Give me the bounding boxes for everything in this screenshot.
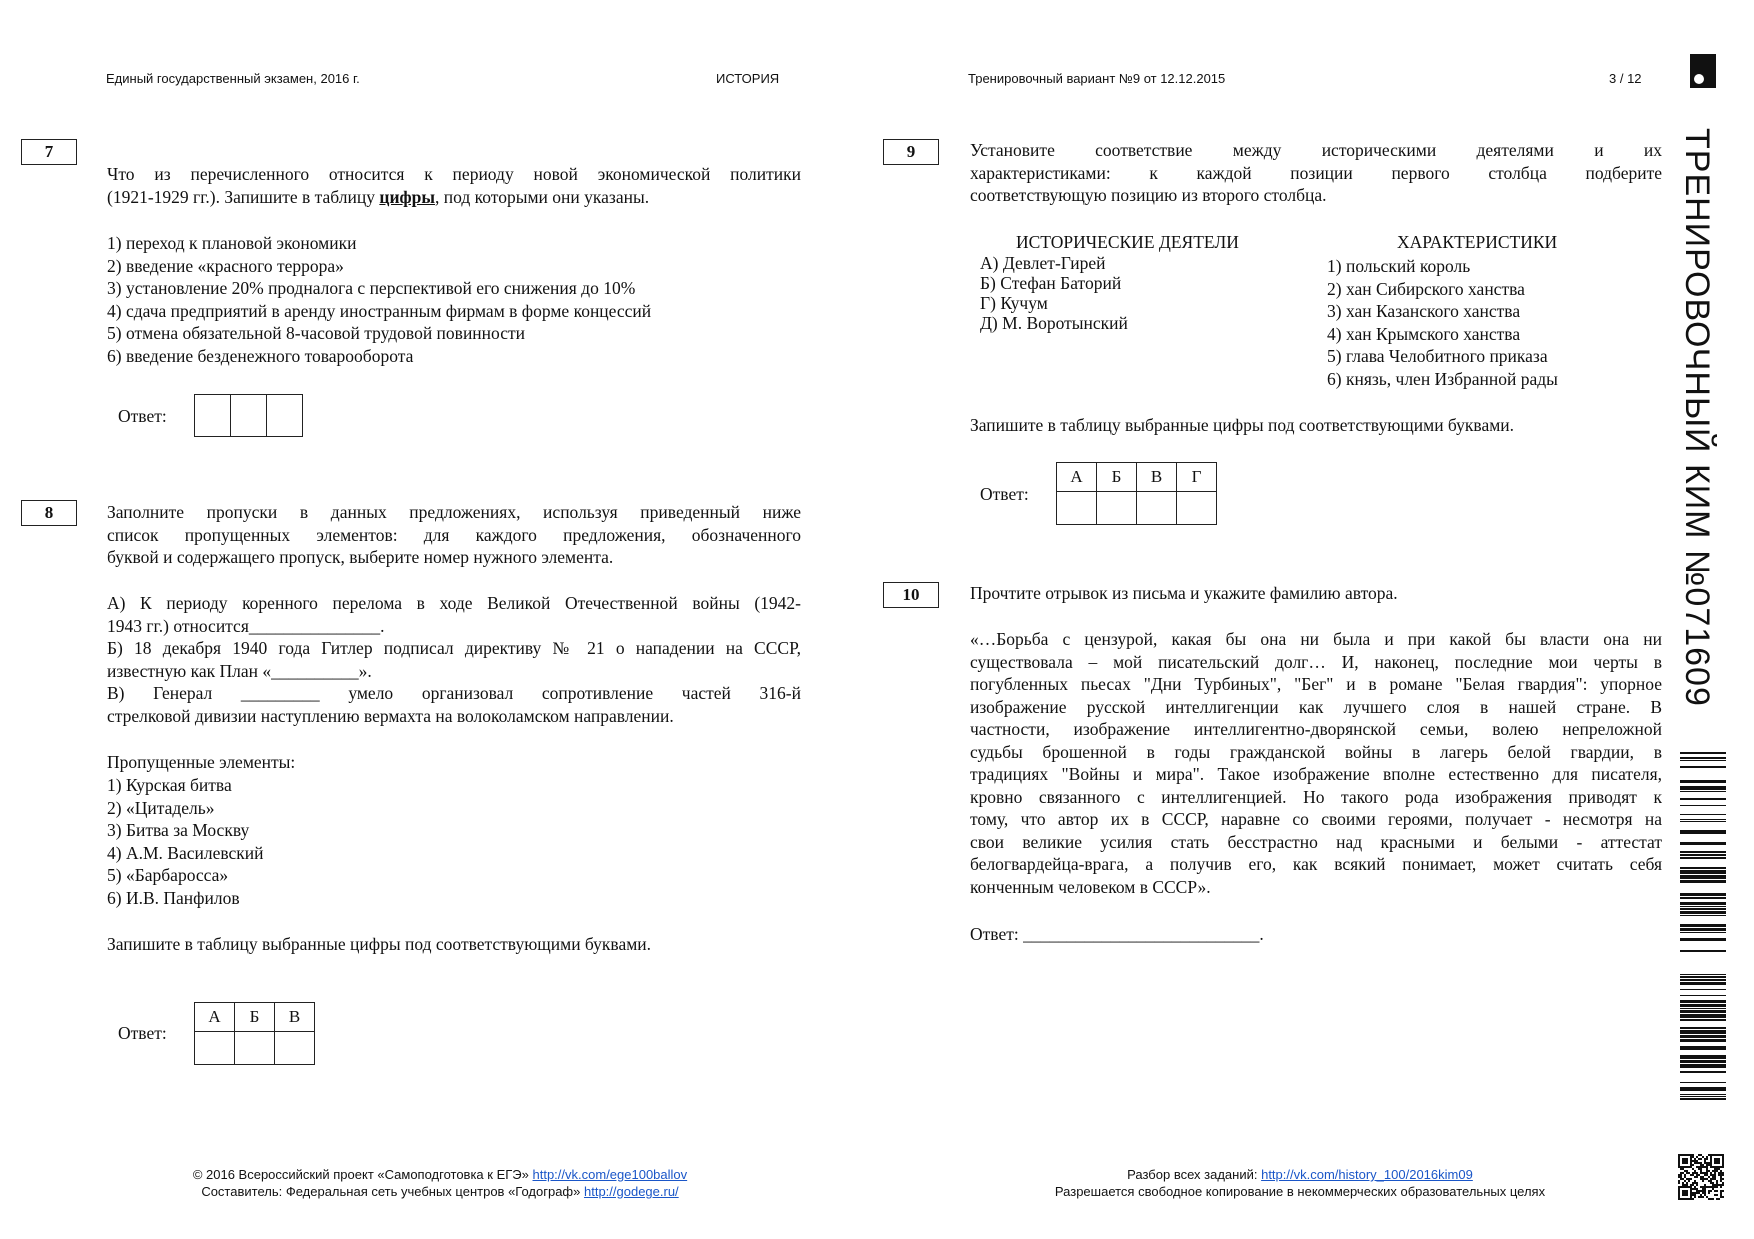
q7-option: 6) введение безденежного товарооборота (107, 345, 414, 366)
q7-text-line1: Что из перечисленного относится к периоду новой экономической политики (107, 164, 801, 184)
answer-cell[interactable] (235, 1032, 275, 1065)
question-number-9: 9 (883, 139, 939, 165)
footer-link-godege[interactable]: http://godege.ru/ (583, 1184, 679, 1199)
table-header-cell: В (1137, 463, 1177, 492)
q9-right-item: 2) хан Сибирского ханства (1327, 278, 1525, 299)
answer-cell[interactable] (267, 395, 302, 436)
q9-intro-line: характеристиками: к каждой позиции первого столбца подберите (970, 162, 1662, 183)
q8-sentence: 1943 гг.) относится_______________. (107, 615, 385, 636)
q10-answer-line[interactable]: Ответ: ___________________________. (970, 924, 1264, 944)
q8-intro (107, 501, 801, 569)
q9-intro-line: соответствующую позицию из второго столбца. (970, 185, 1327, 205)
q7-option: 2) введение «красного террора» (107, 255, 344, 276)
q8-intro-line: список пропущенных элементов: для каждого предложения, обозначенного (107, 524, 801, 545)
footer-left-text2: Составитель: Федеральная сеть учебных центров «Годограф» (201, 1184, 581, 1199)
q8-missing-item: 5) «Барбаросса» (107, 865, 229, 885)
q10-passage-line: тому, что автор их в СССР, наравне со своими героями, получает - несмотря на (970, 809, 1662, 829)
q10-passage-line: существовала – мой писательский долг… И, наконец, последние мои черты в (970, 651, 1662, 672)
q8-missing-item: 3) Битва за Москву (107, 820, 250, 840)
q8-answer-label: Ответ: (118, 1023, 167, 1043)
q10-passage-line: судьбы брошенной в годы гражданской войны в лагерь белой гвардии, в (970, 741, 1662, 762)
footer-left-text1: © 2016 Всероссийский проект «Самоподготовка к ЕГЭ» (192, 1167, 529, 1182)
footer-left (140, 1166, 740, 1200)
barcode (1680, 752, 1726, 1102)
q10-passage-line: кровно связанного с интеллигенцией. Но такого рода изображения приводят к (970, 786, 1662, 807)
q10-passage-line: изображение русской интеллигенции как лучшего слоя в нашей стране. В (970, 696, 1662, 717)
q7-text-line2-end: , под которыми они указаны. (435, 186, 650, 207)
question-number-8: 8 (21, 500, 77, 526)
table-header-cell: В (275, 1003, 315, 1032)
q9-right-item: 6) князь, член Избранной рады (1327, 368, 1558, 389)
q9-instruction: Запишите в таблицу выбранные цифры под соответствующими буквами. (970, 415, 1515, 435)
q7-text-bold: цифры (379, 186, 436, 207)
q9-answer-table (1056, 462, 1217, 525)
q9-right-item: 3) хан Казанского ханства (1327, 301, 1521, 321)
footer-link-history[interactable]: http://vk.com/history_100/2016kim09 (1261, 1167, 1473, 1182)
q9-left-item: Д) М. Воротынский (980, 313, 1128, 333)
q9-right-title: ХАРАКТЕРИСТИКИ (1397, 232, 1558, 252)
q7-options (107, 232, 807, 367)
answer-cell[interactable] (275, 1032, 315, 1065)
q7-option: 4) сдача предприятий в аренду иностранным фирмам в форме концессий (107, 300, 652, 321)
q10-passage-line: погубленных пьесах "Дни Турбиных", "Бег" и в романе "Белая гвардия": упорное (970, 674, 1662, 694)
q9-answer-label: Ответ: (980, 484, 1029, 504)
q10-passage (970, 628, 1662, 898)
q8-intro-line: буквой и содержащего пропуск, выберите номер нужного элемента. (107, 547, 614, 567)
table-header-cell: А (195, 1003, 235, 1032)
q8-missing-item: 6) И.В. Панфилов (107, 887, 240, 908)
exam-title: Единый государственный экзамен, 2016 г. (106, 71, 360, 86)
q8-sentences (107, 592, 801, 727)
q9-intro-line: Установите соответствие между историческими деятелями и их (970, 140, 1662, 160)
q10-passage-line: свои великие усилия стать бесстрастно над красными и белыми - аттестат (970, 831, 1662, 852)
answer-cell[interactable] (195, 1032, 235, 1065)
q8-missing-item: 1) Курская битва (107, 775, 232, 795)
corner-marker (1690, 54, 1716, 88)
page-number: 3 / 12 (1609, 71, 1642, 86)
question-number-7: 7 (21, 139, 77, 165)
table-header-cell: А (1057, 463, 1097, 492)
answer-cell[interactable] (1137, 492, 1177, 525)
q9-left-item: А) Девлет-Гирей (980, 253, 1106, 273)
q8-missing-list (107, 774, 264, 909)
q9-right-list (1327, 255, 1558, 390)
q10-passage-line: частности, изображение интеллигентно-дворянской семьи, волею непреложной (970, 719, 1662, 739)
answer-cell[interactable] (1057, 492, 1097, 525)
answer-cell[interactable] (195, 395, 231, 436)
q7-option: 1) переход к плановой экономики (107, 233, 357, 253)
answer-cell[interactable] (1177, 492, 1217, 525)
table-header-cell: Г (1177, 463, 1217, 492)
q8-sentence: В) Генерал _________ умело организовал сопротивление частей 316-й (107, 683, 801, 703)
q7-text-line2: (1921-1929 гг.). Запишите в таблицу (107, 186, 375, 207)
q8-missing-item: 4) А.М. Василевский (107, 842, 264, 863)
q8-instruction: Запишите в таблицу выбранные цифры под соответствующими буквами. (107, 934, 652, 954)
side-title: ТРЕНИРОВОЧНЫЙ КИМ №071609 (1678, 128, 1716, 707)
q8-sentence: стрелковой дивизии наступлению вермахта на волоколамском направлении. (107, 705, 674, 726)
q8-missing-title: Пропущенные элементы: (107, 752, 296, 772)
q8-sentence: А) К периоду коренного перелома в ходе Великой Отечественной войны (1942- (107, 593, 801, 613)
table-header-cell: Б (235, 1003, 275, 1032)
qr-code (1678, 1154, 1724, 1200)
q10-passage-line: конченным человеком в СССР». (970, 876, 1211, 897)
footer-right-text2: Разрешается свободное копирование в некоммерческих образовательных целях (1054, 1184, 1546, 1199)
table-header-cell: Б (1097, 463, 1137, 492)
q8-sentence: известную как План «__________». (107, 660, 372, 681)
q10-intro: Прочтите отрывок из письма и укажите фамилию автора. (970, 583, 1398, 603)
q8-intro-line: Заполните пропуски в данных предложениях, используя приведенный ниже (107, 502, 801, 522)
q7-answer-label: Ответ: (118, 406, 167, 426)
q10-passage-line: белогвардейца-врага, а получив его, как всякий понимает, может считать себя (970, 854, 1662, 874)
q9-right-item: 4) хан Крымского ханства (1327, 323, 1521, 344)
q9-left-item: Б) Стефан Баторий (980, 273, 1122, 293)
q8-answer-table (194, 1002, 315, 1065)
q9-left-title: ИСТОРИЧЕСКИЕ ДЕЯТЕЛИ (1016, 232, 1239, 252)
q7-text (107, 163, 801, 208)
side-title-wrap (1656, 128, 1736, 728)
footer-link-vk[interactable]: http://vk.com/ege100ballov (532, 1167, 688, 1182)
q9-right-item: 1) польский король (1327, 256, 1471, 276)
q9-left-list (980, 253, 1128, 333)
q10-passage-line: традициях "Войны и мира". Такое изображение вполне естественно для писателя, (970, 764, 1662, 784)
question-number-10: 10 (883, 582, 939, 608)
q9-intro (970, 139, 1662, 207)
q7-option: 3) установление 20% продналога с перспективой его снижения до 10% (107, 278, 636, 298)
footer-right-text1: Разбор всех заданий: (1127, 1167, 1258, 1182)
q8-sentence: Б) 18 декабря 1940 года Гитлер подписал директиву № 21 о нападении на СССР, (107, 638, 801, 658)
q8-missing-item: 2) «Цитадель» (107, 797, 215, 818)
q7-answer-cells[interactable] (194, 394, 303, 437)
q7-option: 5) отмена обязательной 8-часовой трудовой повинности (107, 323, 526, 343)
q9-right-item: 5) глава Челобитного приказа (1327, 346, 1548, 366)
variant-title: Тренировочный вариант №9 от 12.12.2015 (968, 71, 1226, 86)
answer-cell[interactable] (231, 395, 267, 436)
q9-left-item: Г) Кучум (980, 293, 1048, 313)
answer-cell[interactable] (1097, 492, 1137, 525)
q10-passage-line: «…Борьба с цензурой, какая бы она ни была и при какой бы власти она ни (970, 629, 1662, 649)
subject-title: ИСТОРИЯ (716, 71, 780, 86)
footer-right (1000, 1166, 1600, 1200)
